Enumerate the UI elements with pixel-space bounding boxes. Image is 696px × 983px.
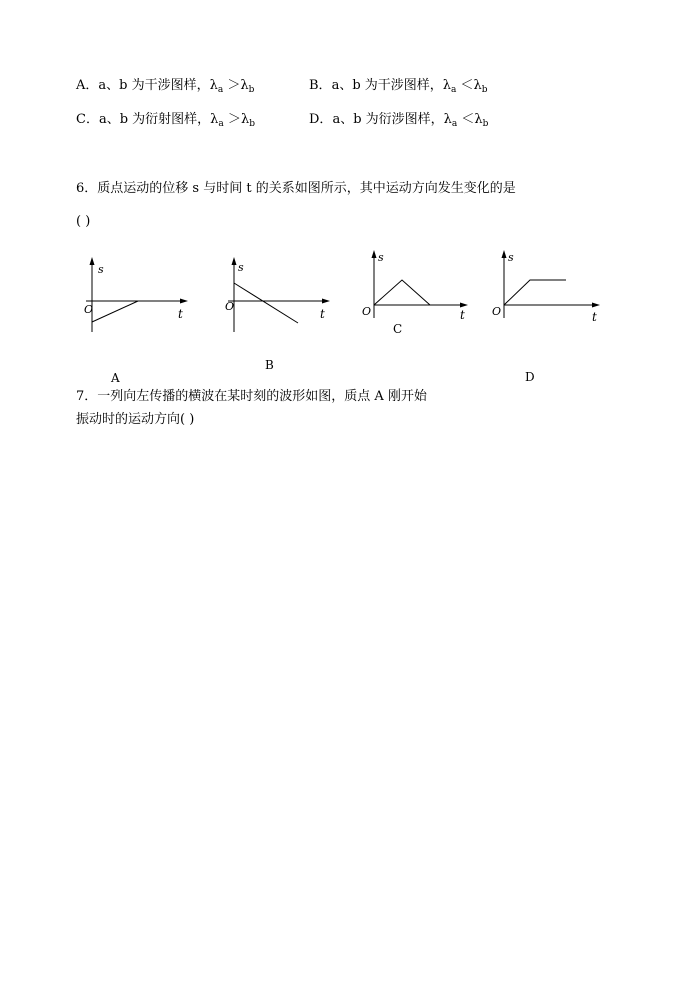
option-a: A．a、b 为干涉图样，$\lambda_a >\lambda_b$	[76, 78, 255, 95]
graph-c	[360, 248, 475, 328]
graph-b	[222, 255, 337, 335]
graph-b-t-label: t	[320, 307, 325, 321]
graph-c-s-label: s	[378, 251, 384, 264]
question-6-stem: 6．质点运动的位移 s 与时间 t 的关系如图所示，其中运动方向发生变化的是	[76, 181, 516, 196]
graph-d-label: D	[525, 370, 535, 384]
option-c: C．a、b 为衍射图样，$\lambda_a >\lambda_b$	[76, 112, 255, 129]
graph-a-origin-label: O	[84, 303, 94, 316]
graph-b-s-label: s	[238, 261, 244, 274]
graph-a-label: A	[111, 371, 120, 385]
graph-a-line	[92, 301, 138, 322]
graph-c-t-label: t	[460, 308, 465, 322]
graph-b-label: B	[265, 358, 274, 372]
graph-c-line	[374, 280, 430, 305]
graph-d-y-arrow	[502, 250, 507, 258]
question-7-line2: 振动时的运动方向( )	[76, 412, 195, 427]
graph-d-line	[504, 280, 566, 305]
graph-b-origin-label: O	[225, 300, 235, 313]
graph-c-origin-label: O	[362, 305, 372, 318]
graph-a-x-arrow	[180, 299, 188, 304]
graph-c-label: C	[393, 322, 403, 336]
graph-d-s-label: s	[508, 251, 514, 264]
graph-d	[490, 248, 608, 328]
question-7-line1: 7．一列向左传播的横波在某时刻的波形如图，质点 A 刚开始	[76, 389, 427, 404]
graph-a-t-label: t	[178, 307, 183, 321]
graph-b-x-arrow	[322, 299, 330, 304]
option-d: D．a、b 为衍涉图样，$\lambda_a <\lambda_b$	[309, 112, 489, 129]
graph-a-y-arrow	[90, 257, 95, 265]
graph-c-x-arrow	[460, 303, 468, 308]
graph-b-y-arrow	[232, 257, 237, 265]
graph-d-x-arrow	[592, 303, 600, 308]
graph-d-origin-label: O	[492, 305, 502, 318]
question-6-blank: ( )	[76, 214, 91, 229]
graph-a	[80, 255, 195, 335]
option-b: B．a、b 为干涉图样，$\lambda_a <\lambda_b$	[309, 78, 488, 95]
graph-a-s-label: s	[98, 263, 104, 276]
graph-d-t-label: t	[592, 310, 597, 324]
graph-b-line	[234, 283, 298, 323]
graph-c-y-arrow	[372, 250, 377, 258]
